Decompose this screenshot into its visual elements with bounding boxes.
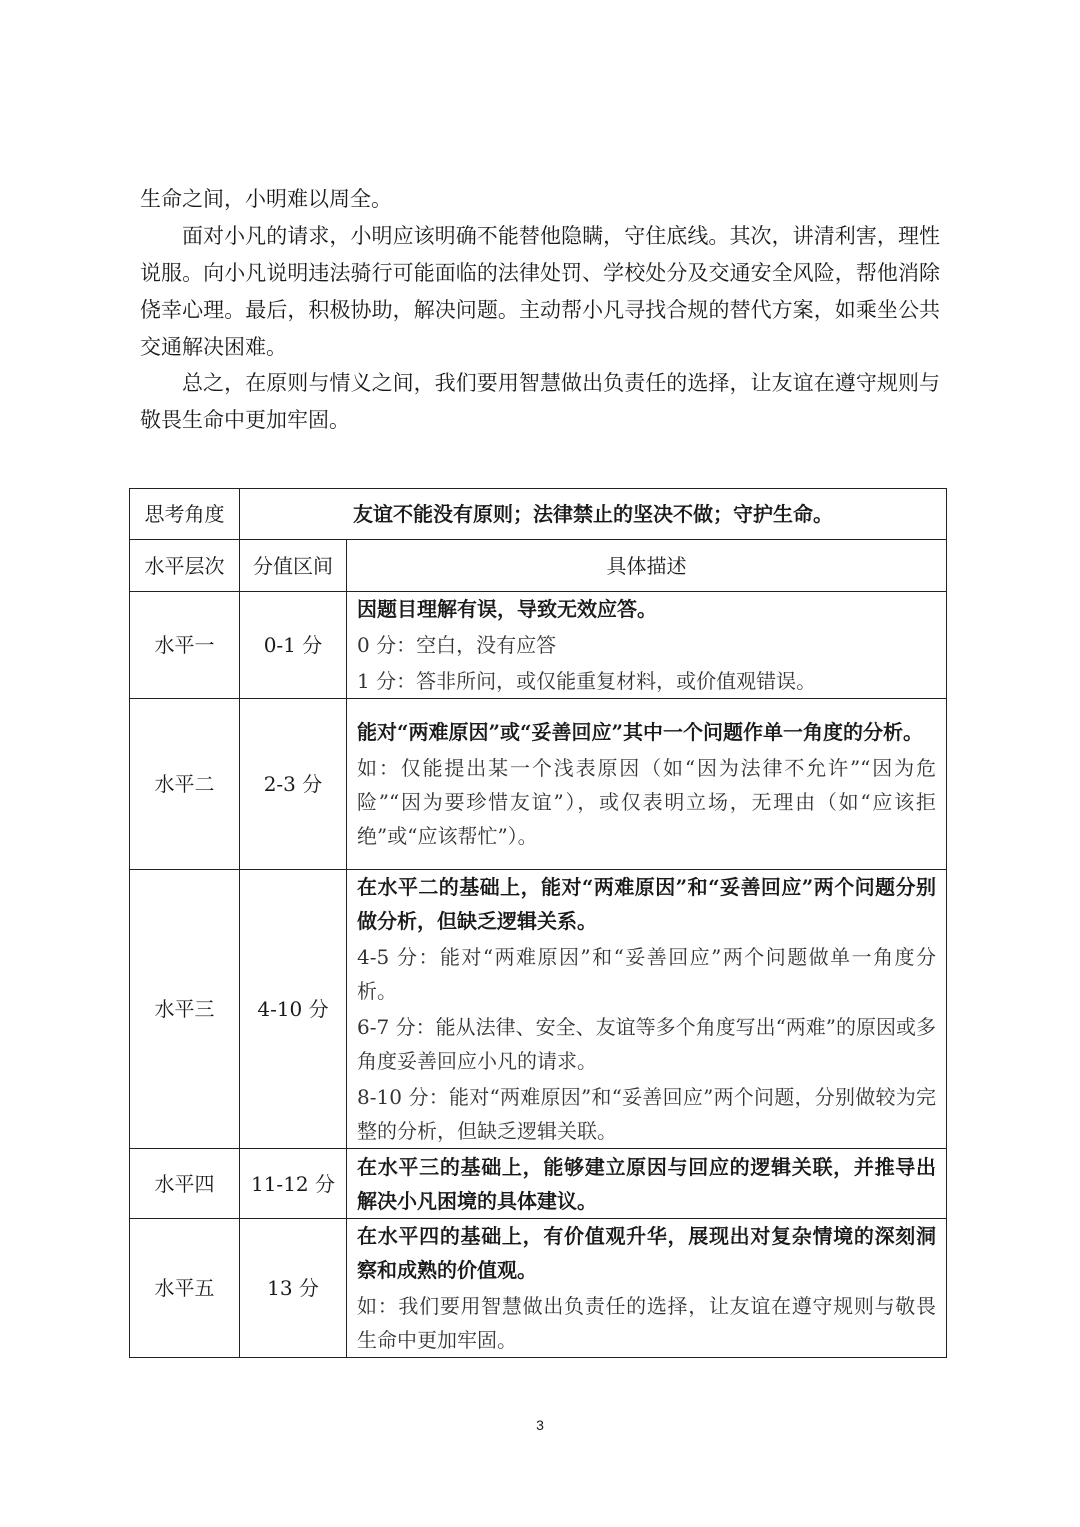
table-row: [130, 1149, 947, 1219]
level-cell: 水平四: [130, 1149, 240, 1219]
paragraph-1: 生命之间，小明难以周全。: [140, 187, 392, 211]
level-cell: 水平五: [130, 1219, 240, 1358]
description-detail: 1 分：答非所问，或仅能重复材料，或价值观错误。: [357, 669, 817, 693]
score-cell: 13 分: [240, 1219, 347, 1358]
description-detail: 6-7 分：能从法律、安全、友谊等多个角度写出“两难”的原因或多角度妥善回应小凡的请求。: [357, 1015, 937, 1073]
score-cell: 2-3 分: [240, 699, 347, 870]
score-cell: 4-10 分: [240, 870, 347, 1149]
table-row: [130, 592, 947, 699]
description-head: 在水平二的基础上，能对“两难原因”和“妥善回应”两个问题分别做分析，但缺乏逻辑关系。: [357, 875, 936, 933]
description-detail: 0 分：空白，没有应答: [357, 633, 557, 657]
description-head: 能对“两难原因”或“妥善回应”其中一个问题作单一角度的分析。: [357, 720, 924, 744]
description-cell: [347, 870, 947, 1149]
header-level: 水平层次: [130, 540, 240, 592]
table-row: [130, 699, 947, 870]
description-cell: [347, 1219, 947, 1358]
thinking-angle-row: [130, 489, 947, 540]
header-row: [130, 540, 947, 592]
description-head: 因题目理解有误，导致无效应答。: [357, 597, 657, 621]
paragraph-2: 面对小凡的请求，小明应该明确不能替他隐瞒，守住底线。其次，讲清利害，理性说服。向小凡说明违法骑行可能面临的法律处罚、学校处分及交通安全风险，帮他消除侥幸心理。最后，积极协助，解决问题。主动帮小凡寻找合规的替代方案，如乘坐公共交通解决困难。: [140, 224, 940, 359]
table-row: [130, 1219, 947, 1358]
score-cell: 0-1 分: [240, 592, 347, 699]
page-number: 3: [536, 1417, 544, 1433]
header-score: 分值区间: [240, 540, 347, 592]
description-detail: 8-10 分：能对“两难原因”和“妥善回应”两个问题，分别做较为完整的分析，但缺乏逻辑关联。: [357, 1085, 936, 1143]
table-row: [130, 870, 947, 1149]
scoring-rubric-table: [129, 488, 947, 1358]
description-detail: 如：仅能提出某一个浅表原因（如“因为法律不允许”“因为危险”“因为要珍惜友谊”），或仅表明立场，无理由（如“应该拒绝”或“应该帮忙”）。: [357, 756, 936, 848]
description-cell: [347, 592, 947, 699]
level-cell: 水平一: [130, 592, 240, 699]
description-cell: [347, 1149, 947, 1219]
thinking-angle-value: 友谊不能没有原则；法律禁止的坚决不做；守护生命。: [240, 489, 947, 540]
score-cell: 11-12 分: [240, 1149, 347, 1219]
header-description: 具体描述: [347, 540, 947, 592]
description-detail: 4-5 分：能对“两难原因”和“妥善回应”两个问题做单一角度分析。: [357, 945, 936, 1003]
description-cell: [347, 699, 947, 870]
description-head: 在水平三的基础上，能够建立原因与回应的逻辑关联，并推导出解决小凡困境的具体建议。: [357, 1154, 936, 1213]
description-detail: 如：我们要用智慧做出负责任的选择，让友谊在遵守规则与敬畏生命中更加牢固。: [357, 1294, 936, 1352]
paragraph-3: 总之，在原则与情义之间，我们要用智慧做出负责任的选择，让友谊在遵守规则与敬畏生命中更加牢固。: [140, 371, 940, 432]
level-cell: 水平三: [130, 870, 240, 1149]
level-cell: 水平二: [130, 699, 240, 870]
description-head: 在水平四的基础上，有价值观升华，展现出对复杂情境的深刻洞察和成熟的价值观。: [357, 1224, 936, 1282]
thinking-angle-label: 思考角度: [130, 489, 240, 540]
